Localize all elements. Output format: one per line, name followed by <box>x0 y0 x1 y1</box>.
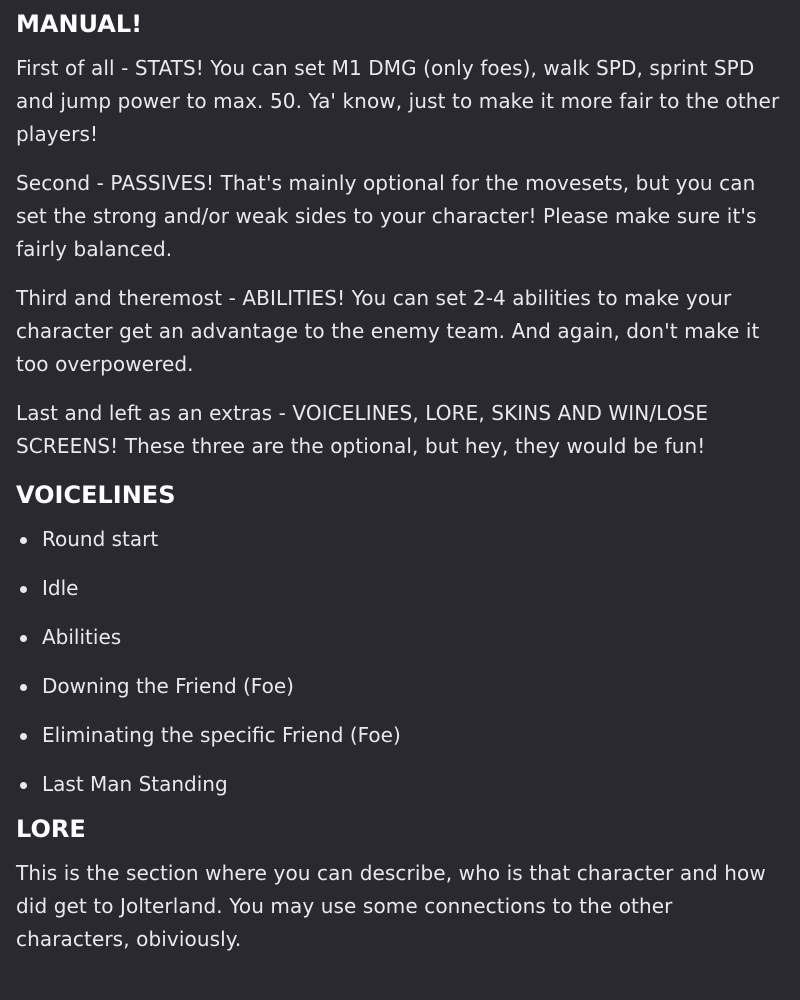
list-item <box>16 768 784 801</box>
voicelines-list <box>16 523 784 801</box>
list-item <box>16 621 784 654</box>
list-item <box>16 523 784 556</box>
list-item-label: Abilities <box>42 625 122 649</box>
stats-paragraph: First of all - STATS! You can set M1 DMG (only foes), walk SPD, sprint SPD and jump power to max. 50. Ya' know, just to make it more fair to the other players! <box>16 56 780 146</box>
list-item <box>16 719 784 752</box>
passives-paragraph: Second - PASSIVES! That's mainly optional for the movesets, but you can set the strong and/or weak sides to your character! Please make sure it's fairly balanced. <box>16 171 757 261</box>
manual-heading: MANUAL! <box>16 10 143 38</box>
list-item <box>16 572 784 605</box>
bullet-icon <box>20 782 27 789</box>
list-item-label: Downing the Friend (Foe) <box>42 674 294 698</box>
lore-paragraph: This is the section where you can describe, who is that character and how did get to Jolterland. You may use some connections to the other characters, obiviously. <box>16 861 766 951</box>
list-item <box>16 670 784 703</box>
bullet-icon <box>20 586 27 593</box>
lore-heading: LORE <box>16 815 86 843</box>
list-item-label: Last Man Standing <box>42 772 228 796</box>
list-item-label: Round start <box>42 527 159 551</box>
list-item-label: Idle <box>42 576 79 600</box>
bullet-icon <box>20 684 27 691</box>
abilities-paragraph: Third and theremost - ABILITIES! You can set 2-4 abilities to make your character get an advantage to the enemy team. And again, don't make it too overpowered. <box>16 286 760 376</box>
bullet-icon <box>20 635 27 642</box>
list-item-label: Eliminating the specific Friend (Foe) <box>42 723 401 747</box>
extras-paragraph: Last and left as an extras - VOICELINES, LORE, SKINS AND WIN/LOSE SCREENS! These three are the optional, but hey, they would be fun! <box>16 401 709 458</box>
bullet-icon <box>20 733 27 740</box>
bullet-icon <box>20 537 27 544</box>
voicelines-heading: VOICELINES <box>16 481 176 509</box>
